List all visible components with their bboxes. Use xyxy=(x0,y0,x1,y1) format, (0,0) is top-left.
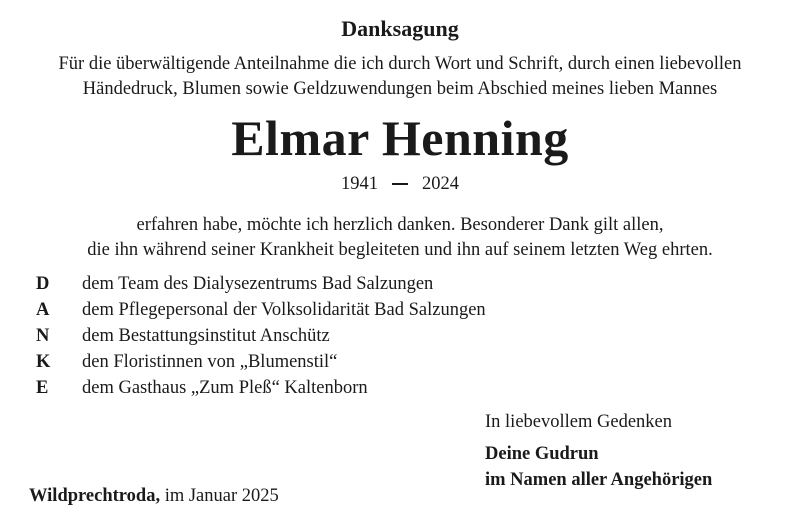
heading: Danksagung xyxy=(341,16,459,41)
thanks-line-1: erfahren habe, möchte ich herzlich danken. Besonderer Dank gilt allen, xyxy=(136,215,664,235)
danke-letter: N xyxy=(36,326,50,346)
intro-text xyxy=(0,52,800,102)
birth-year: 1941 xyxy=(341,174,378,194)
danke-letter: D xyxy=(36,274,50,294)
signature-line-2: im Namen aller Angehörigen xyxy=(485,470,713,490)
danke-row xyxy=(36,271,486,297)
danke-text: dem Gasthaus „Zum Pleß“ Kaltenborn xyxy=(82,378,368,398)
danke-letter: A xyxy=(36,300,50,320)
danke-text: dem Pflegepersonal der Volksolidarität Bad Salzungen xyxy=(82,300,486,320)
place-date-text: im Januar 2025 xyxy=(164,486,279,506)
danke-list xyxy=(36,271,486,401)
danke-letter: E xyxy=(36,378,49,398)
place-date xyxy=(29,483,279,509)
place-town: Wildprechtroda, xyxy=(29,486,161,506)
signature-line-1: Deine Gudrun xyxy=(485,444,599,464)
danke-row xyxy=(36,349,486,375)
deceased-name: Elmar Henning xyxy=(231,110,569,166)
thanks-line-2: die ihn während seiner Krankheit begleiteten und ihn auf seinem letzten Weg ehrten. xyxy=(87,240,713,260)
danke-letter: K xyxy=(36,352,51,372)
death-year: 2024 xyxy=(422,174,459,194)
memorial-line: In liebevollem Gedenken xyxy=(485,412,672,432)
thanks-text xyxy=(0,213,800,263)
danke-text: dem Team des Dialysezentrums Bad Salzungen xyxy=(82,274,434,294)
life-years xyxy=(0,170,800,198)
danke-row xyxy=(36,323,486,349)
intro-line-2: Händedruck, Blumen sowie Geldzuwendungen beim Abschied meines lieben Mannes xyxy=(82,79,718,99)
danke-text: dem Bestattungsinstitut Anschütz xyxy=(82,326,330,346)
intro-line-1: Für die überwältigende Anteilnahme die ich durch Wort und Schrift, durch einen liebevollen xyxy=(58,54,742,74)
danke-row xyxy=(36,297,486,323)
danke-row xyxy=(36,375,486,401)
year-dash xyxy=(392,183,408,185)
memorial-block xyxy=(485,409,712,493)
danke-text: den Floristinnen von „Blumenstil“ xyxy=(82,352,338,372)
